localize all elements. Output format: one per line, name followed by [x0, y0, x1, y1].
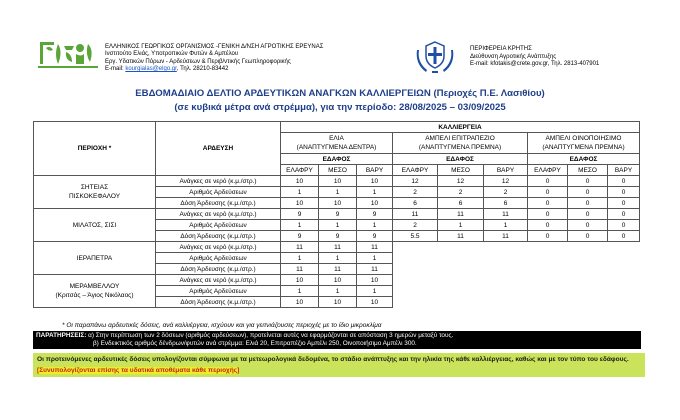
value-cell: 9: [281, 209, 319, 220]
elgo-logo-icon: [38, 38, 100, 76]
value-cell: 0: [528, 187, 568, 198]
value-cell: 11: [281, 264, 319, 275]
empty-cell: [393, 297, 640, 308]
value-cell: 11: [357, 264, 393, 275]
value-cell: 11: [484, 209, 528, 220]
value-cell: 1: [438, 220, 484, 231]
region-contact: E-mail: kfotakis@crete.gov.gr, Τηλ. 2813-407901: [470, 61, 600, 68]
institute-name: Ινστιτούτο Ελιάς, Υποτροπικών Φυτών & Αμπέλου: [105, 51, 239, 58]
table-row: [34, 209, 640, 220]
directorate-name: Διεύθυνση Αγροτικής Ανάπτυξης: [470, 53, 557, 60]
row-label: Αριθμός Αρδεύσεων: [156, 253, 281, 264]
value-cell: 1: [281, 187, 319, 198]
empty-cell: [393, 275, 640, 286]
region-name-cell: ΜΕΡΑΜΒΕΛΛΟΥ (Κριτσάς – Άγιος Νικόλαος): [34, 275, 156, 308]
row-label: Αριθμός Αρδεύσεων: [156, 220, 281, 231]
advisory-text: Οι προτεινόμενες αρδευτικές δόσεις υπολογίζονται σύμφωνα με τα μετεωρολογικά δεδομένα, το στάδιο ανάπτυξης και την ηλικία της κάθε καλλιέργειας, καθώς και με τον τύπο του εδάφους.: [37, 356, 629, 363]
value-cell: 1: [319, 187, 357, 198]
value-cell: 11: [438, 231, 484, 242]
value-cell: 10: [319, 275, 357, 286]
value-cell: 12: [438, 176, 484, 187]
value-cell: 1: [357, 220, 393, 231]
value-cell: 9: [357, 231, 393, 242]
value-cell: 10: [357, 275, 393, 286]
row-label: Δόση Άρδευσης (κ.μ./στρ.): [156, 198, 281, 209]
soil-light: ΕΛΑΦΡΥ: [393, 165, 438, 176]
value-cell: 6: [438, 198, 484, 209]
value-cell: 0: [568, 209, 608, 220]
value-cell: 1: [319, 286, 357, 297]
value-cell: 0: [568, 198, 608, 209]
crop-wine-grape: ΑΜΠΕΛΙ ΟΙΝΟΠΟΙΗΣΙΜΟ (ΑΝΑΠΤΥΓΜΕΝΑ ΠΡΕΜΝΑ): [528, 133, 640, 154]
value-cell: 10: [357, 198, 393, 209]
value-cell: 1: [319, 253, 357, 264]
empty-cell: [393, 286, 640, 297]
value-cell: 0: [528, 209, 568, 220]
value-cell: 1: [281, 253, 319, 264]
value-cell: 2: [393, 187, 438, 198]
soil-light: ΕΛΑΦΡΥ: [281, 165, 319, 176]
row-label: Ανάγκες σε νερό (κ.μ./στρ.): [156, 275, 281, 286]
irrigation-table: [33, 121, 640, 308]
org-name: ΕΛΛΗΝΙΚΟΣ ΓΕΩΡΓΙΚΟΣ ΟΡΓΑΝΙΣΜΟΣ -ΓΕΝΙΚΗ Δ/ΝΣΗ ΑΓΡΟΤΙΚΗΣ ΕΡΕΥΝΑΣ: [105, 44, 324, 50]
value-cell: 9: [281, 231, 319, 242]
row-label: Αριθμός Αρδεύσεων: [156, 187, 281, 198]
email-link[interactable]: kourgialas@elgo.gr: [125, 66, 177, 73]
value-cell: 10: [319, 297, 357, 308]
row-label: Δόση Άρδευσης (κ.μ./στρ.): [156, 231, 281, 242]
row-label: Δόση Άρδευσης (κ.μ./στρ.): [156, 297, 281, 308]
value-cell: 6: [484, 198, 528, 209]
soil-heavy: ΒΑΡΥ: [357, 165, 393, 176]
value-cell: 10: [319, 176, 357, 187]
value-cell: 1: [319, 220, 357, 231]
table-row: [34, 242, 640, 253]
footnote: * Οι παραπάνω αρδευτικές δόσεις, ανά καλλιέργεια, ισχύουν και για γειτνιάζουσες περιοχές με το ίδιο μικροκλίμα: [62, 322, 382, 329]
value-cell: 10: [281, 297, 319, 308]
value-cell: 0: [608, 231, 640, 242]
soil-header: ΕΔΑΦΟΣ: [528, 154, 640, 165]
value-cell: 5.5: [393, 231, 438, 242]
value-cell: 2: [438, 187, 484, 198]
soil-medium: ΜΕΣΟ: [438, 165, 484, 176]
value-cell: 11: [319, 264, 357, 275]
bulletin-title: ΕΒΔΟΜΑΔΙΑΙΟ ΔΕΛΤΙΟ ΑΡΔΕΥΤΙΚΩΝ ΑΝΑΓΚΩΝ ΚΑΛΛΙΕΡΓΕΙΩΝ (Περιοχές Π.Ε. Λασιθίου): [135, 88, 545, 99]
value-cell: 0: [528, 231, 568, 242]
value-cell: 10: [281, 198, 319, 209]
email-prefix: E-mail:: [105, 66, 124, 73]
value-cell: 12: [393, 176, 438, 187]
observation-a: α) Στην περίπτωση των 2 δόσεων (αριθμός αρδεύσεων), προτείνεται αυτές να εφαρμόζονται σε απόσταση 3 ημερών μεταξύ τους.: [88, 332, 454, 339]
empty-cell: [393, 242, 640, 253]
region-name-cell: ΙΕΡΑΠΕΤΡΑ: [34, 242, 156, 275]
advisory-highlight: [Συνυπολογίζονται επίσης τα υδατικά αποθέματα κάθε περιοχής]: [37, 367, 240, 374]
lab-name: Εργ. Υδατικών Πόρων - Αρδεύσεων & Περιβ/ντικής Γεωπληροφορικής: [105, 58, 291, 65]
value-cell: 10: [319, 198, 357, 209]
value-cell: 0: [608, 187, 640, 198]
value-cell: 12: [484, 176, 528, 187]
soil-heavy: ΒΑΡΥ: [484, 165, 528, 176]
value-cell: 11: [281, 242, 319, 253]
value-cell: 0: [528, 198, 568, 209]
soil-heavy: ΒΑΡΥ: [608, 165, 640, 176]
header-irrigation: ΑΡΔΕΥΣΗ: [156, 122, 281, 176]
crop-olive: ΕΛΙΑ (ΑΝΑΠΤΥΓΜΕΝΑ ΔΕΝΤΡΑ): [281, 133, 393, 154]
bulletin-subtitle: (σε κυβικά μέτρα ανά στρέμμα), για την περίοδο: 28/08/2025 – 03/09/2025: [174, 102, 506, 113]
value-cell: 9: [319, 209, 357, 220]
value-cell: 11: [319, 242, 357, 253]
value-cell: 1: [281, 286, 319, 297]
value-cell: 0: [568, 187, 608, 198]
value-cell: 0: [608, 198, 640, 209]
soil-light: ΕΛΑΦΡΥ: [528, 165, 568, 176]
value-cell: 10: [281, 275, 319, 286]
value-cell: 10: [281, 176, 319, 187]
region-name: ΠΕΡΙΦΕΡΕΙΑ ΚΡΗΤΗΣ: [470, 46, 532, 52]
soil-header: ΕΔΑΦΟΣ: [281, 154, 393, 165]
row-label: Ανάγκες σε νερό (κ.μ./στρ.): [156, 176, 281, 187]
value-cell: 2: [393, 220, 438, 231]
value-cell: 9: [357, 209, 393, 220]
value-cell: 0: [608, 209, 640, 220]
value-cell: 11: [357, 242, 393, 253]
observation-b: β) Ενδεικτικός αριθμός δένδρων/φυτών ανά στρέμμα: Ελιά 20, Επιτραπέζιο Αμπέλι 250, Οινοποιήσιμο Αμπέλι 300.: [93, 340, 417, 347]
contact-line: [105, 66, 323, 73]
header-region: ΠΕΡΙΟΧΗ *: [34, 122, 156, 176]
phone: , Τηλ. 28210-83442: [176, 66, 229, 73]
region-name-cell: ΜΙΛΑΤΟΣ, ΣΙΣΙ: [34, 209, 156, 242]
value-cell: 0: [528, 220, 568, 231]
greek-emblem-icon: [415, 38, 455, 76]
header-crops: ΚΑΛΛΙΕΡΓΕΙΑ: [281, 122, 640, 133]
value-cell: 0: [608, 176, 640, 187]
value-cell: 1: [281, 220, 319, 231]
row-label: Αριθμός Αρδεύσεων: [156, 286, 281, 297]
crop-table-grape: ΑΜΠΕΛΙ ΕΠΙΤΡΑΠΕΖΙΟ (ΑΝΑΠΤΥΓΜΕΝΑ ΠΡΕΜΝΑ): [393, 133, 528, 154]
value-cell: 11: [484, 231, 528, 242]
value-cell: 10: [357, 176, 393, 187]
observations-label: ΠΑΡΑΤΗΡΗΣΕΙΣ:: [36, 332, 87, 339]
value-cell: 1: [357, 253, 393, 264]
value-cell: 6: [393, 198, 438, 209]
soil-medium: ΜΕΣΟ: [568, 165, 608, 176]
observations-box: [33, 331, 641, 349]
value-cell: 2: [484, 187, 528, 198]
value-cell: 1: [357, 187, 393, 198]
value-cell: 11: [438, 209, 484, 220]
value-cell: 0: [608, 220, 640, 231]
row-label: Ανάγκες σε νερό (κ.μ./στρ.): [156, 242, 281, 253]
empty-cell: [393, 264, 640, 275]
row-label: Δόση Άρδευσης (κ.μ./στρ.): [156, 264, 281, 275]
value-cell: 10: [357, 297, 393, 308]
table-row: [34, 275, 640, 286]
soil-header: ΕΔΑΦΟΣ: [393, 154, 528, 165]
advisory-note: [33, 353, 645, 377]
table-row: [34, 176, 640, 187]
value-cell: 11: [393, 209, 438, 220]
value-cell: 0: [568, 220, 608, 231]
value-cell: 1: [357, 286, 393, 297]
value-cell: 0: [568, 231, 608, 242]
value-cell: 0: [528, 176, 568, 187]
row-label: Ανάγκες σε νερό (κ.μ./στρ.): [156, 209, 281, 220]
value-cell: 0: [568, 176, 608, 187]
region-name-cell: ΣΗΤΕΙΑΣ ΠΙΣΚΟΚΕΦΑΛΟΥ: [34, 176, 156, 209]
value-cell: 1: [484, 220, 528, 231]
empty-cell: [393, 253, 640, 264]
value-cell: 9: [319, 231, 357, 242]
soil-medium: ΜΕΣΟ: [319, 165, 357, 176]
